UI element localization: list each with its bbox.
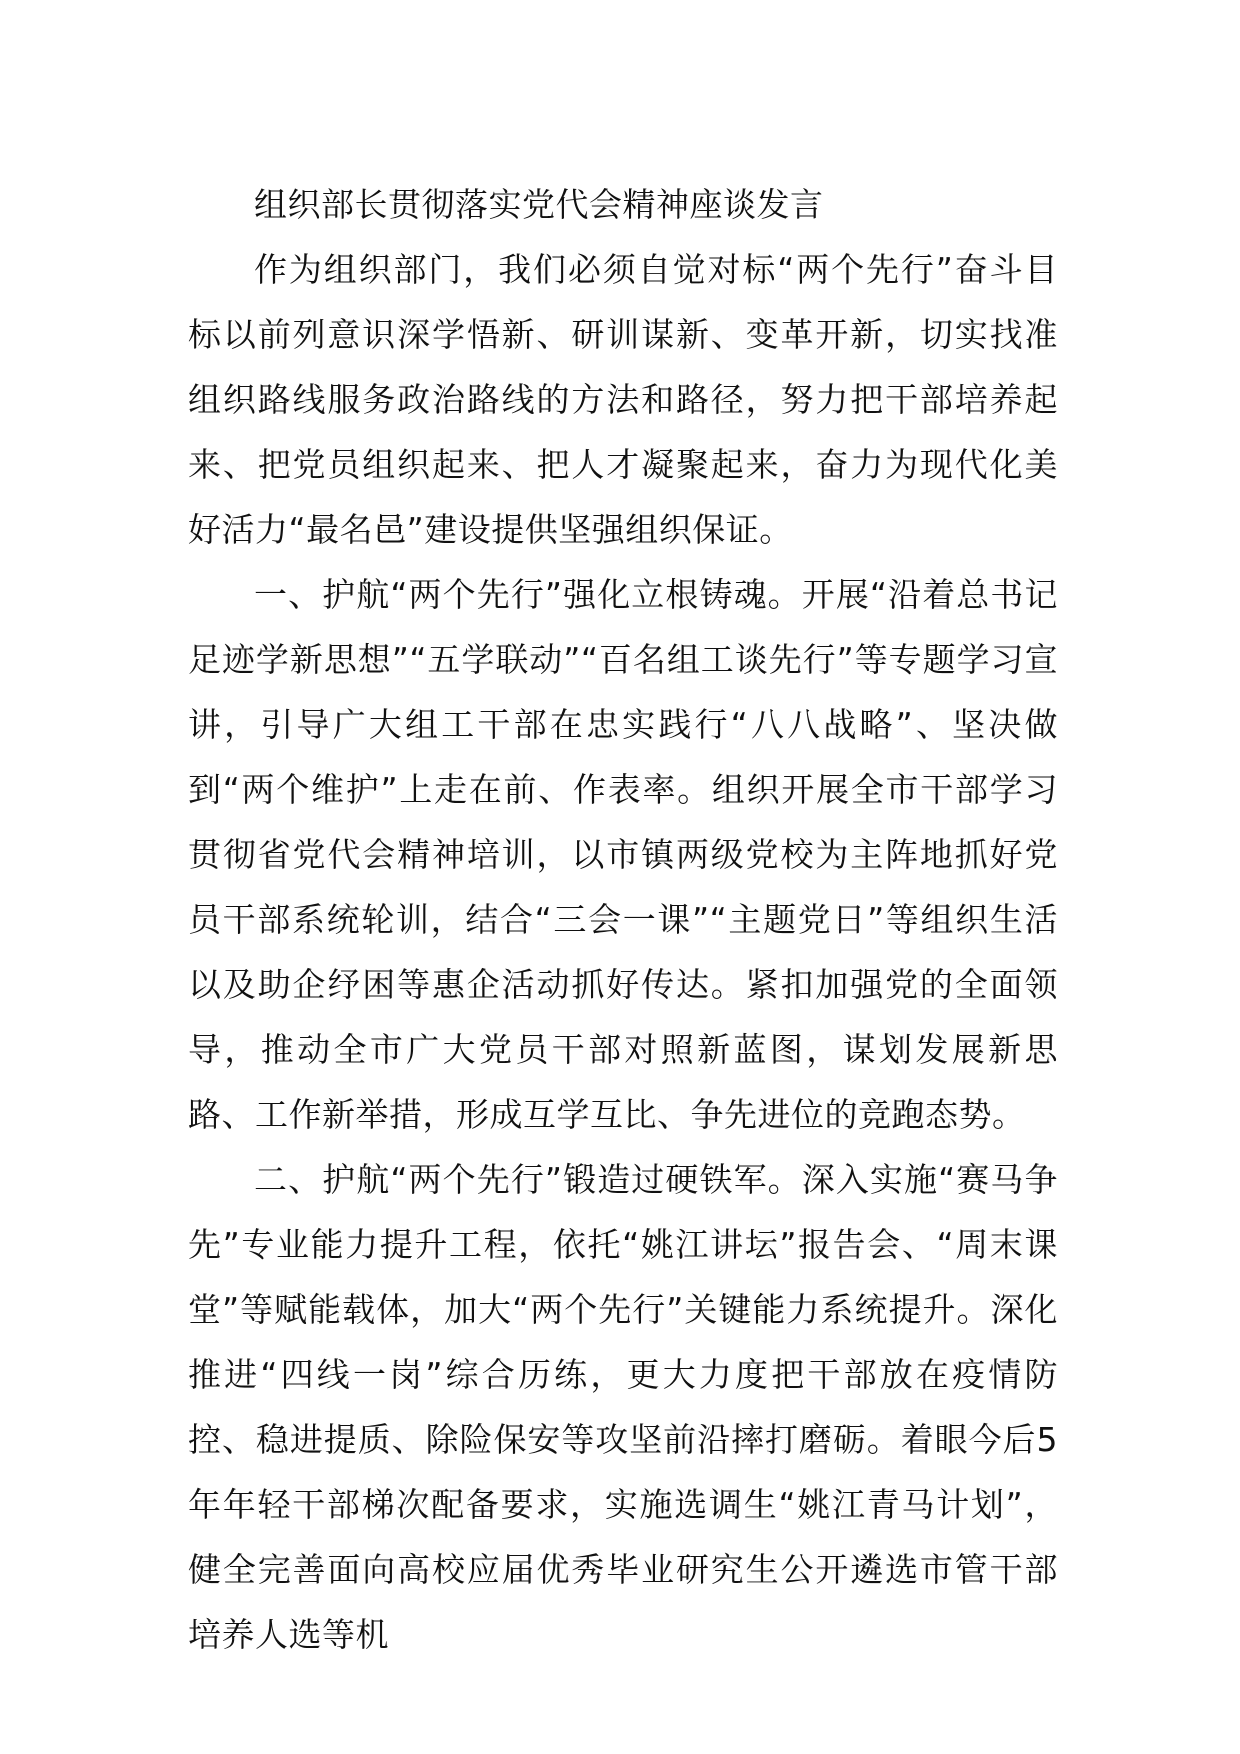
document-title: 组织部长贯彻落实党代会精神座谈发言 [254, 185, 824, 224]
paragraph-intro: 作为组织部门，我们必须自觉对标“两个先行”奋斗目标以前列意识深学悟新、研训谋新、变革开新，切实找准组织路线服务政治路线的方法和路径，努力把干部培养起来、把党员组织起来、把人才凝聚起来，奋力为现代化美好活力“最名邑”建设提供坚强组织保证。 [188, 250, 1058, 549]
document-body [188, 172, 1058, 1667]
paragraph-section-two: 二、护航“两个先行”锻造过硬铁军。深入实施“赛马争先”专业能力提升工程，依托“姚江讲坛”报告会、“周末课堂”等赋能载体，加大“两个先行”关键能力系统提升。深化推进“四线一岗”综合历练，更大力度把干部放在疫情防控、稳进提质、除险保安等攻坚前沿摔打磨砺。着眼今后5年年轻干部梯次配备要求，实施选调生“姚江青马计划”，健全完善面向高校应届优秀毕业研究生公开遴选市管干部培养人选等机 [188, 1160, 1058, 1654]
paragraph-section-one: 一、护航“两个先行”强化立根铸魂。开展“沿着总书记足迹学新思想”“五学联动”“百名组工谈先行”等专题学习宣讲，引导广大组工干部在忠实践行“八八战略”、坚决做到“两个维护”上走在前、作表率。组织开展全市干部学习贯彻省党代会精神培训，以市镇两级党校为主阵地抓好党员干部系统轮训，结合“三会一课”“主题党日”等组织生活以及助企纾困等惠企活动抓好传达。紧扣加强党的全面领导，推动全市广大党员干部对照新蓝图，谋划发展新思路、工作新举措，形成互学互比、争先进位的竞跑态势。 [188, 575, 1058, 1134]
